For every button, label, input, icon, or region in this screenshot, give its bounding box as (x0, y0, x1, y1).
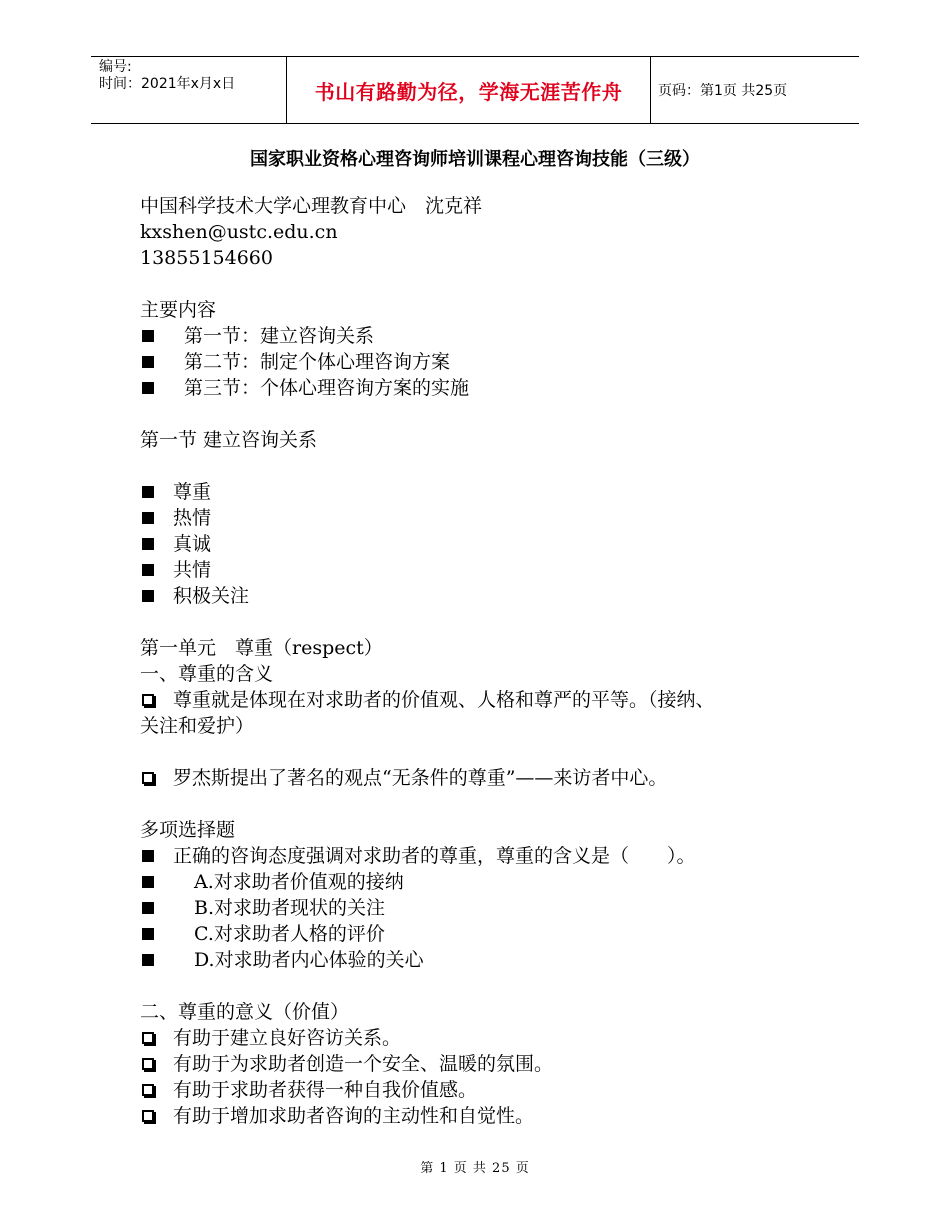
time-label: 时间：2021年x月x日 (99, 76, 236, 92)
square-bullet-icon (142, 590, 154, 602)
contents-item: 第三节：个体心理咨询方案的实施 (140, 375, 820, 401)
significance-item: 有助于求助者获得一种自我价值感。 (140, 1077, 820, 1103)
contents-item: 第二节：制定个体心理咨询方案 (140, 349, 820, 375)
square-bullet-icon (142, 564, 154, 576)
header-motto-cell (286, 57, 651, 123)
significance-item: 有助于增加求助者咨询的主动性和自觉性。 (140, 1103, 820, 1129)
mcq-option: D.对求助者内心体验的关心 (140, 947, 820, 973)
mcq-option: C.对求助者人格的评价 (140, 921, 820, 947)
checkbox-bullet-icon (142, 694, 154, 706)
meaning-point-continued: 关注和爱护） (140, 715, 255, 737)
meaning-heading: 一、尊重的含义 (140, 663, 274, 685)
significance-item: 有助于为求助者创造一个安全、温暖的氛围。 (140, 1051, 820, 1077)
contents-heading: 主要内容 (140, 299, 217, 321)
author-email: kxshen@ustc.edu.cn (140, 221, 338, 243)
document-body (140, 193, 820, 1129)
motto: 书山有路勤为径，学海无涯苦作舟 (314, 79, 623, 104)
author-affiliation: 中国科学技术大学心理教育中心 沈克祥 (140, 195, 483, 217)
square-bullet-icon (142, 538, 154, 550)
square-bullet-icon (142, 486, 154, 498)
checkbox-bullet-icon (142, 1058, 154, 1070)
square-bullet-icon (142, 356, 154, 368)
meaning-point: 尊重就是体现在对求助者的价值观、人格和尊严的平等。（接纳、 (140, 687, 820, 713)
mcq-option: B.对求助者现状的关注 (140, 895, 820, 921)
section1-item: 真诚 (140, 531, 820, 557)
significance-heading: 二、尊重的意义（价值） (140, 1001, 350, 1023)
significance-item: 有助于建立良好咨访关系。 (140, 1025, 820, 1051)
meaning-point: 罗杰斯提出了著名的观点“无条件的尊重”——来访者中心。 (140, 765, 820, 791)
square-bullet-icon (142, 330, 154, 342)
section1-item: 尊重 (140, 479, 820, 505)
header-meta (91, 57, 294, 123)
section1-item: 积极关注 (140, 583, 820, 609)
header-page-info: 页码：第1页 共25页 (658, 83, 788, 99)
page-footer: 第 1 页 共 25 页 (420, 1161, 530, 1176)
mcq-question: 正确的咨询态度强调对求助者的尊重，尊重的含义是（ ）。 (140, 843, 820, 869)
mcq-heading: 多项选择题 (140, 819, 236, 841)
checkbox-bullet-icon (142, 772, 154, 784)
contents-item: 第一节：建立咨询关系 (140, 323, 820, 349)
unit1-heading: 第一单元 尊重（respect） (140, 637, 383, 659)
square-bullet-icon (142, 928, 154, 940)
section1-heading: 第一节 建立咨询关系 (140, 429, 318, 451)
page-header (91, 56, 859, 124)
document-title: 国家职业资格心理咨询师培训课程心理咨询技能（三级） (250, 149, 700, 170)
number-label: 编号: (99, 59, 132, 75)
square-bullet-icon (142, 902, 154, 914)
square-bullet-icon (142, 954, 154, 966)
checkbox-bullet-icon (142, 1032, 154, 1044)
square-bullet-icon (142, 382, 154, 394)
square-bullet-icon (142, 850, 154, 862)
author-phone: 13855154660 (140, 247, 273, 269)
header-page-cell (650, 57, 859, 123)
square-bullet-icon (142, 512, 154, 524)
mcq-option: A.对求助者价值观的接纳 (140, 869, 820, 895)
checkbox-bullet-icon (142, 1110, 154, 1122)
square-bullet-icon (142, 876, 154, 888)
section1-item: 共情 (140, 557, 820, 583)
checkbox-bullet-icon (142, 1084, 154, 1096)
section1-item: 热情 (140, 505, 820, 531)
